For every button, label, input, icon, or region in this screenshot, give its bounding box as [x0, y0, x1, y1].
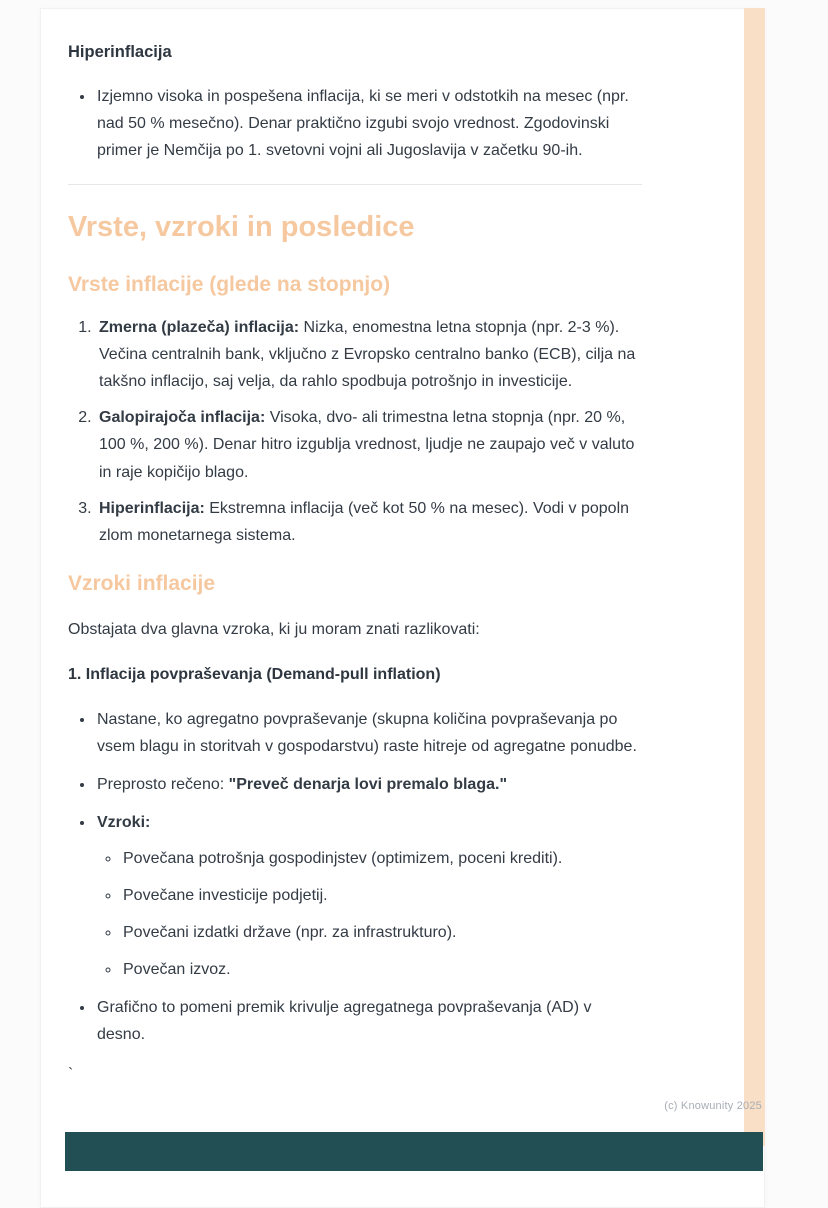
- list-item-text: Ekstremna inflacija (več kot 50 % na mesec). Vodi v popoln zlom monetarnega sistema.: [99, 499, 630, 545]
- sub-list-item: [121, 956, 642, 983]
- sub-list-item: [121, 919, 642, 946]
- stray-backtick: `: [68, 1065, 74, 1083]
- list-item: [96, 314, 642, 396]
- page-accent-strip: [744, 8, 765, 1146]
- list-item-term: Zmerna (plazeča) inflacija:: [99, 318, 300, 336]
- sub-list-item-text: Povečani izdatki države (npr. za infrastrukturo).: [123, 923, 457, 941]
- list-item-text: Izjemno visoka in pospešena inflacija, ki se meri v odstotkih na mesec (npr. nad 50 % mesečno). Denar praktično izgubi svojo vrednost. Zgodovinski primer je Nemčija po 1. svetovni vojni ali Jugoslavija v začetku 90-ih.: [97, 87, 629, 159]
- sub-list-item-text: Povečane investicije podjetij.: [123, 886, 328, 904]
- heading-vrste-inflacije: Vrste inflacije (glede na stopnjo): [68, 272, 391, 296]
- heading-hiperinflacija: Hiperinflacija: [68, 43, 172, 61]
- bottom-bar: [65, 1132, 763, 1171]
- sub-list-item-text: Povečan izvoz.: [123, 961, 231, 979]
- page-title: Vrste, vzroki in posledice: [68, 211, 415, 244]
- list-item-quote: "Preveč denarja lovi premalo blaga.": [228, 776, 508, 794]
- list-item: [96, 404, 642, 486]
- list-item-text: Grafično to pomeni premik krivulje agregatnega povpraševanja (AD) v desno.: [97, 999, 592, 1044]
- list-item-text: Nizka, enomestna letna stopnja (npr. 2-3 %). Večina centralnih bank, vključno z Evropsko centralno banko (ECB), cilja na takšno inflacijo, saj velja, da rahlo spodbuja potrošnjo in investicije.: [99, 318, 636, 391]
- list-item: [95, 994, 642, 1048]
- footer-credit: (c) Knowunity 2025: [664, 1100, 762, 1112]
- hyper-bullet-list: [68, 83, 642, 165]
- list-item: [95, 706, 642, 760]
- sub-list-item: [121, 882, 642, 909]
- inflation-types-list: [68, 314, 642, 550]
- paragraph-causes-intro: Obstajata dva glavna vzroka, ki ju moram znati razlikovati:: [68, 621, 480, 639]
- list-item: [95, 83, 642, 165]
- causes-sub-list: [97, 845, 642, 984]
- document-content: [68, 42, 642, 1088]
- list-item: [95, 809, 642, 983]
- sub-list-item: [121, 845, 642, 872]
- sub-list-item-text: Povečana potrošnja gospodinjstev (optimizem, poceni krediti).: [123, 849, 563, 867]
- section-divider: [68, 184, 642, 185]
- list-item-text: Preprosto rečeno:: [97, 776, 229, 794]
- list-item-term: Vzroki:: [97, 814, 151, 832]
- list-item-term: Hiperinflacija:: [99, 499, 205, 517]
- heading-demand-pull: 1. Inflacija povpraševanja (Demand-pull inflation): [68, 665, 441, 683]
- list-item: [96, 495, 642, 549]
- list-item-text: Nastane, ko agregatno povpraševanje (skupna količina povpraševanja po vsem blagu in storitvah v gospodarstvu) raste hitreje od agregatne ponudbe.: [97, 710, 637, 755]
- list-item-term: Galopirajoča inflacija:: [99, 409, 266, 427]
- demand-bullet-list: [68, 706, 642, 1049]
- heading-vzroki-inflacije: Vzroki inflacije: [68, 572, 216, 596]
- list-item: [95, 771, 642, 798]
- list-item-text: Visoka, dvo- ali trimestna letna stopnja (npr. 20 %, 100 %, 200 %). Denar hitro izgublja vrednost, ljudje ne zaupajo več v valuto in raje kopičijo blago.: [99, 409, 635, 481]
